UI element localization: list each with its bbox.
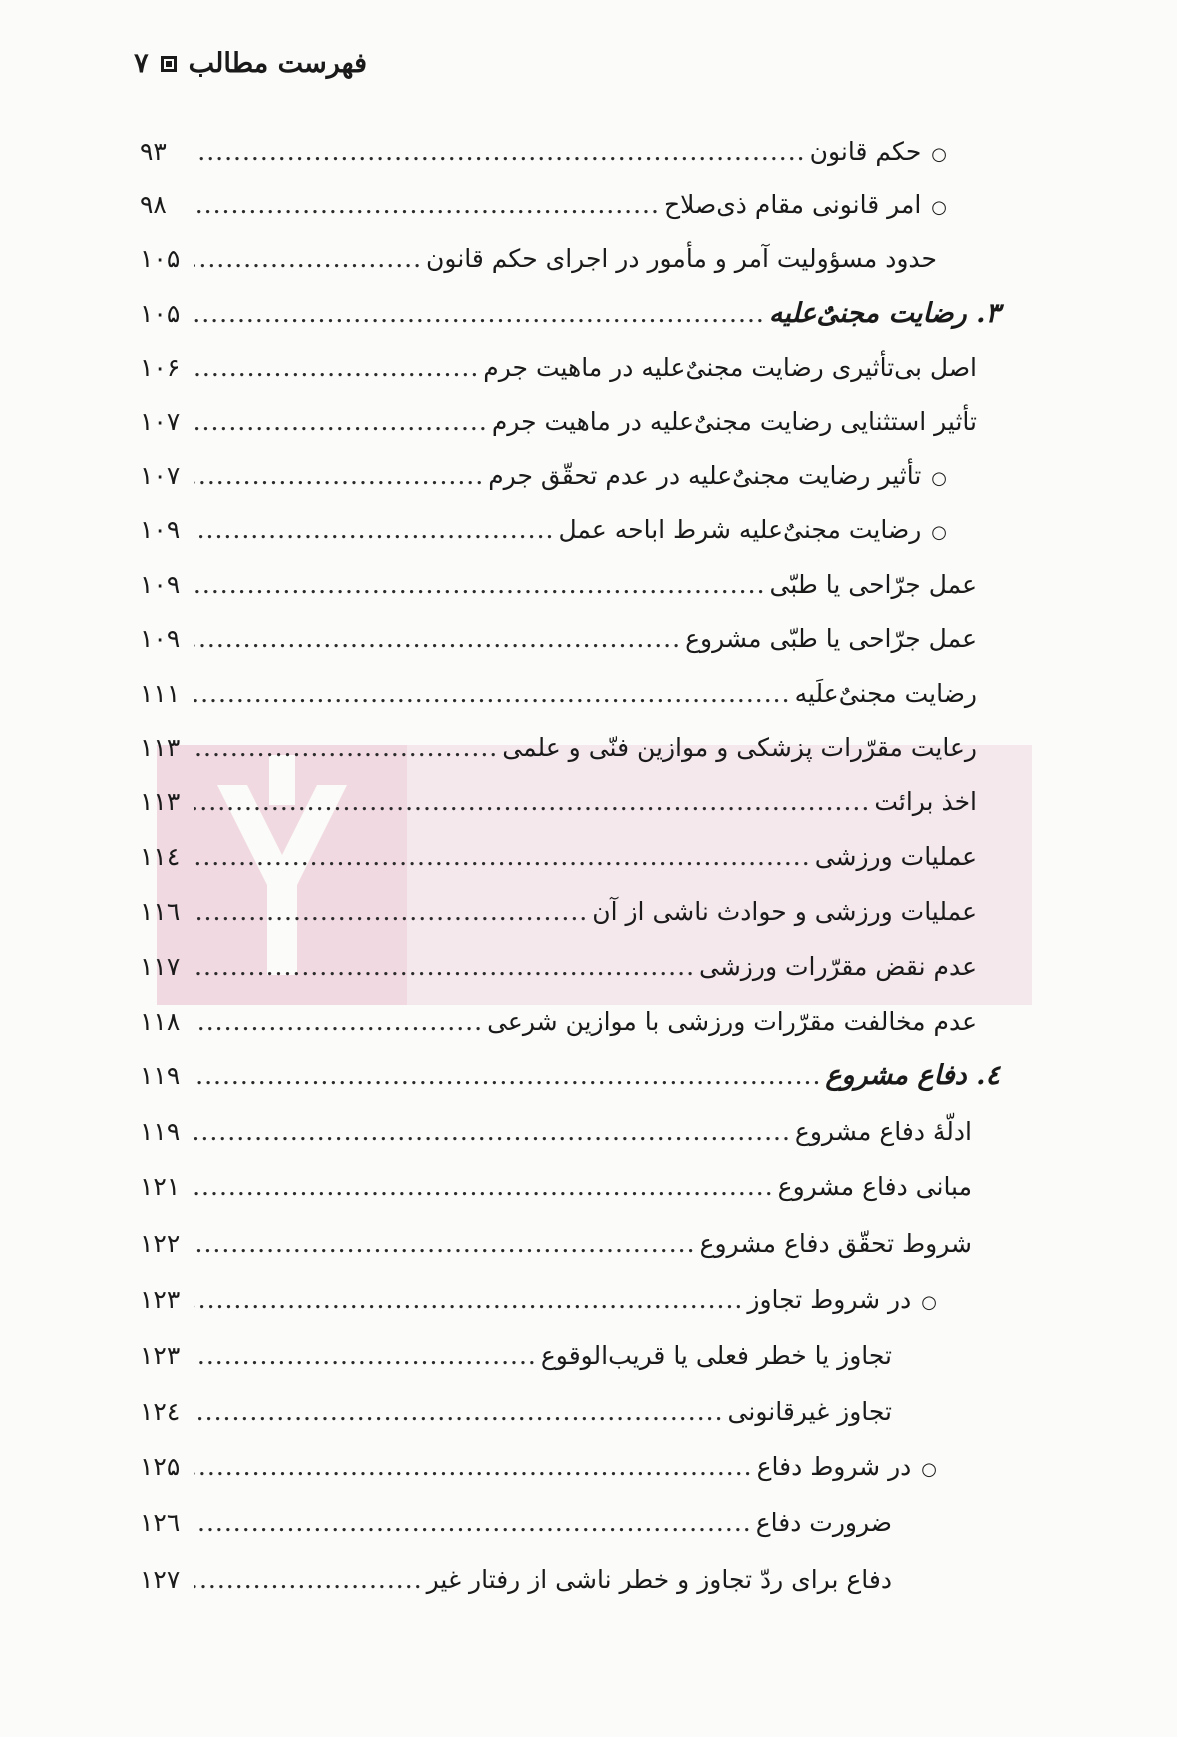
toc-entry-title: مبانی دفاع مشروع <box>777 1172 972 1201</box>
toc-entry-title: عملیات ورزشی و حوادث ناشی از آن <box>592 897 977 926</box>
toc-entry-page: ۱۰۹ <box>140 515 181 544</box>
toc-entry[interactable] <box>140 617 977 661</box>
toc-entry-title: رعایت مقرّرات پزشکی و موازین فنّی و علمی <box>502 733 977 762</box>
dot-leader <box>194 454 484 498</box>
toc-entry-title: حکم قانون <box>809 137 922 166</box>
toc-entry[interactable] <box>140 454 947 498</box>
toc-entry-page: ۱۱٤ <box>140 842 181 871</box>
toc-entry[interactable] <box>140 1445 937 1489</box>
toc-entry-page: ۱۲٦ <box>140 1508 181 1537</box>
dot-leader <box>194 1334 537 1378</box>
toc-entry-page: ۱۰۵ <box>140 244 181 273</box>
circle-bullet-icon: ○ <box>921 1292 937 1313</box>
toc-entry[interactable] <box>140 672 977 716</box>
dot-leader <box>194 780 870 824</box>
toc-entry-title: شروط تحقّق دفاع مشروع <box>699 1229 972 1258</box>
dot-leader <box>194 1558 423 1602</box>
toc-entry[interactable] <box>140 945 977 989</box>
dot-leader <box>194 726 498 770</box>
circle-bullet-icon: ○ <box>931 522 947 543</box>
toc-section-heading[interactable] <box>140 292 1000 336</box>
toc-entry-page: ۱۰۹ <box>140 624 181 653</box>
circle-bullet-icon: ○ <box>931 468 947 489</box>
toc-entry-page: ۹۳ <box>140 137 167 166</box>
toc-entry-page: ۱۲۱ <box>140 1172 181 1201</box>
toc-entry-page: ۱۱۳ <box>140 787 181 816</box>
toc-entry-page: ۱۱۱ <box>140 679 181 708</box>
toc-entry[interactable] <box>140 346 977 390</box>
header-page-number: ۷ <box>134 48 149 79</box>
toc-entry-page: ۹۸ <box>140 190 167 219</box>
dot-leader <box>194 1054 821 1098</box>
toc-entry[interactable] <box>140 130 947 174</box>
toc-entry-title: عمل جرّاحی یا طبّی مشروع <box>685 624 977 653</box>
toc-entry-page: ۱۱۳ <box>140 733 181 762</box>
header-title: فهرست مطالب <box>188 48 367 79</box>
dot-leader <box>194 1110 791 1154</box>
dot-leader <box>194 1445 753 1489</box>
toc-entry[interactable] <box>140 780 977 824</box>
toc-entry-title: تأثیر استثنایی رضایت مجنیٌ‌علیه در ماهیت جرم <box>491 407 977 436</box>
toc-section-heading[interactable] <box>140 1054 1000 1098</box>
toc-entry[interactable] <box>140 1390 892 1434</box>
toc-entry-page: ۱۲۲ <box>140 1229 181 1258</box>
toc-entry-page: ۱۰۷ <box>140 461 181 490</box>
toc-entry[interactable] <box>140 726 977 770</box>
toc-entry[interactable] <box>140 835 977 879</box>
dot-leader <box>194 835 811 879</box>
toc-entry-page: ۱۰۹ <box>140 570 181 599</box>
toc-entry-title: رضایت مجنیٌ‌علیه شرط اباحه عمل <box>558 515 922 544</box>
dot-leader <box>194 617 681 661</box>
toc-entry-title: عمل جرّاحی یا طبّی <box>769 570 977 599</box>
toc-entry-page: ۱۱۸ <box>140 1007 181 1036</box>
toc-entry-title: ۳. رضایت مجنیٌ‌علیه <box>768 298 1000 329</box>
dot-leader <box>194 563 766 607</box>
toc-entry-page: ۱۱۹ <box>140 1117 181 1146</box>
toc-entry-title: در شروط تجاوز <box>747 1285 912 1314</box>
toc-entry[interactable] <box>140 1334 892 1378</box>
toc-entry-page: ۱۱٦ <box>140 897 181 926</box>
dot-leader <box>194 237 422 281</box>
toc-entry[interactable] <box>140 1165 972 1209</box>
dot-leader <box>194 508 554 552</box>
dot-leader <box>194 1000 483 1044</box>
dot-leader <box>194 1278 743 1322</box>
toc-entry-page: ۱۱۷ <box>140 952 181 981</box>
circle-bullet-icon: ○ <box>931 197 947 218</box>
toc-entry-title: رضایت مجنیٌ‌علَیه <box>794 679 977 708</box>
toc-entry[interactable] <box>140 400 977 444</box>
toc-entry-page: ۱۲۵ <box>140 1452 181 1481</box>
toc-entry-title: تجاوز غیرقانونی <box>727 1397 892 1426</box>
toc-entry-title: تأثیر رضایت مجنیٌ‌علیه در عدم تحقّق جرم <box>488 461 922 490</box>
toc-entry-title: ٤. دفاع مشروع <box>825 1060 1000 1091</box>
toc-entry-title: دفاع برای ردّ تجاوز و خطر ناشی از رفتار غیر <box>426 1565 892 1594</box>
toc-entry[interactable] <box>140 508 947 552</box>
circle-bullet-icon: ○ <box>921 1459 937 1480</box>
toc-entry[interactable] <box>140 1558 892 1602</box>
toc-entry-title: اخذ برائت <box>874 787 977 816</box>
toc-entry-page: ۱۰۷ <box>140 407 181 436</box>
toc-entry-title: عدم نقض مقرّرات ورزشی <box>699 952 977 981</box>
toc-entry-title: ادلّهٔ دفاع مشروع <box>794 1117 972 1146</box>
toc-entry-page: ۱۱۹ <box>140 1061 181 1090</box>
dot-leader <box>194 1501 752 1545</box>
toc-entry-page: ۱۲٤ <box>140 1397 181 1426</box>
toc-entry[interactable] <box>140 1222 972 1266</box>
dot-leader <box>194 400 488 444</box>
toc-entry-page: ۱۲۷ <box>140 1565 181 1594</box>
toc-entry-page: ۱۰۶ <box>140 353 181 382</box>
dot-leader <box>194 1165 774 1209</box>
toc-entry[interactable] <box>140 237 937 281</box>
dot-leader <box>194 945 695 989</box>
dot-leader <box>194 130 806 174</box>
dot-leader <box>194 890 588 934</box>
toc-entry[interactable] <box>140 563 977 607</box>
toc-entry-page: ۱۲۳ <box>140 1341 181 1370</box>
toc-entry-title: عدم مخالفت مقرّرات ورزشی با موازین شرعی <box>487 1007 977 1036</box>
toc-entry[interactable] <box>140 1110 972 1154</box>
dot-leader <box>194 292 765 336</box>
toc-entry[interactable] <box>140 1501 892 1545</box>
toc-entry[interactable] <box>140 183 947 227</box>
dot-leader <box>194 346 479 390</box>
toc-entry-title: عملیات ورزشی <box>814 842 977 871</box>
toc-entry-page: ۱۰۵ <box>140 299 181 328</box>
toc-entry-title: امر قانونی مقام ذی‌صلاح <box>663 190 922 219</box>
toc-entry-page: ۱۲۳ <box>140 1285 181 1314</box>
toc-entry[interactable] <box>140 1000 977 1044</box>
toc-entry[interactable] <box>140 890 977 934</box>
circle-bullet-icon: ○ <box>931 144 947 165</box>
dot-leader <box>194 1222 696 1266</box>
dot-leader <box>194 1390 724 1434</box>
toc-entry-title: ضرورت دفاع <box>755 1508 892 1537</box>
toc-entry-title: اصل بی‌تأثیری رضایت مجنیٌ‌علیه در ماهیت جرم <box>483 353 977 382</box>
toc-entry-title: در شروط دفاع <box>756 1452 912 1481</box>
toc-entry[interactable] <box>140 1278 937 1322</box>
dot-leader <box>194 672 791 716</box>
dot-leader <box>194 183 660 227</box>
toc-entry-title: تجاوز یا خطر فعلی یا قریب‌الوقوع <box>540 1341 892 1370</box>
toc-entry-title: حدود مسؤولیت آمر و مأمور در اجرای حکم قانون <box>426 244 937 273</box>
